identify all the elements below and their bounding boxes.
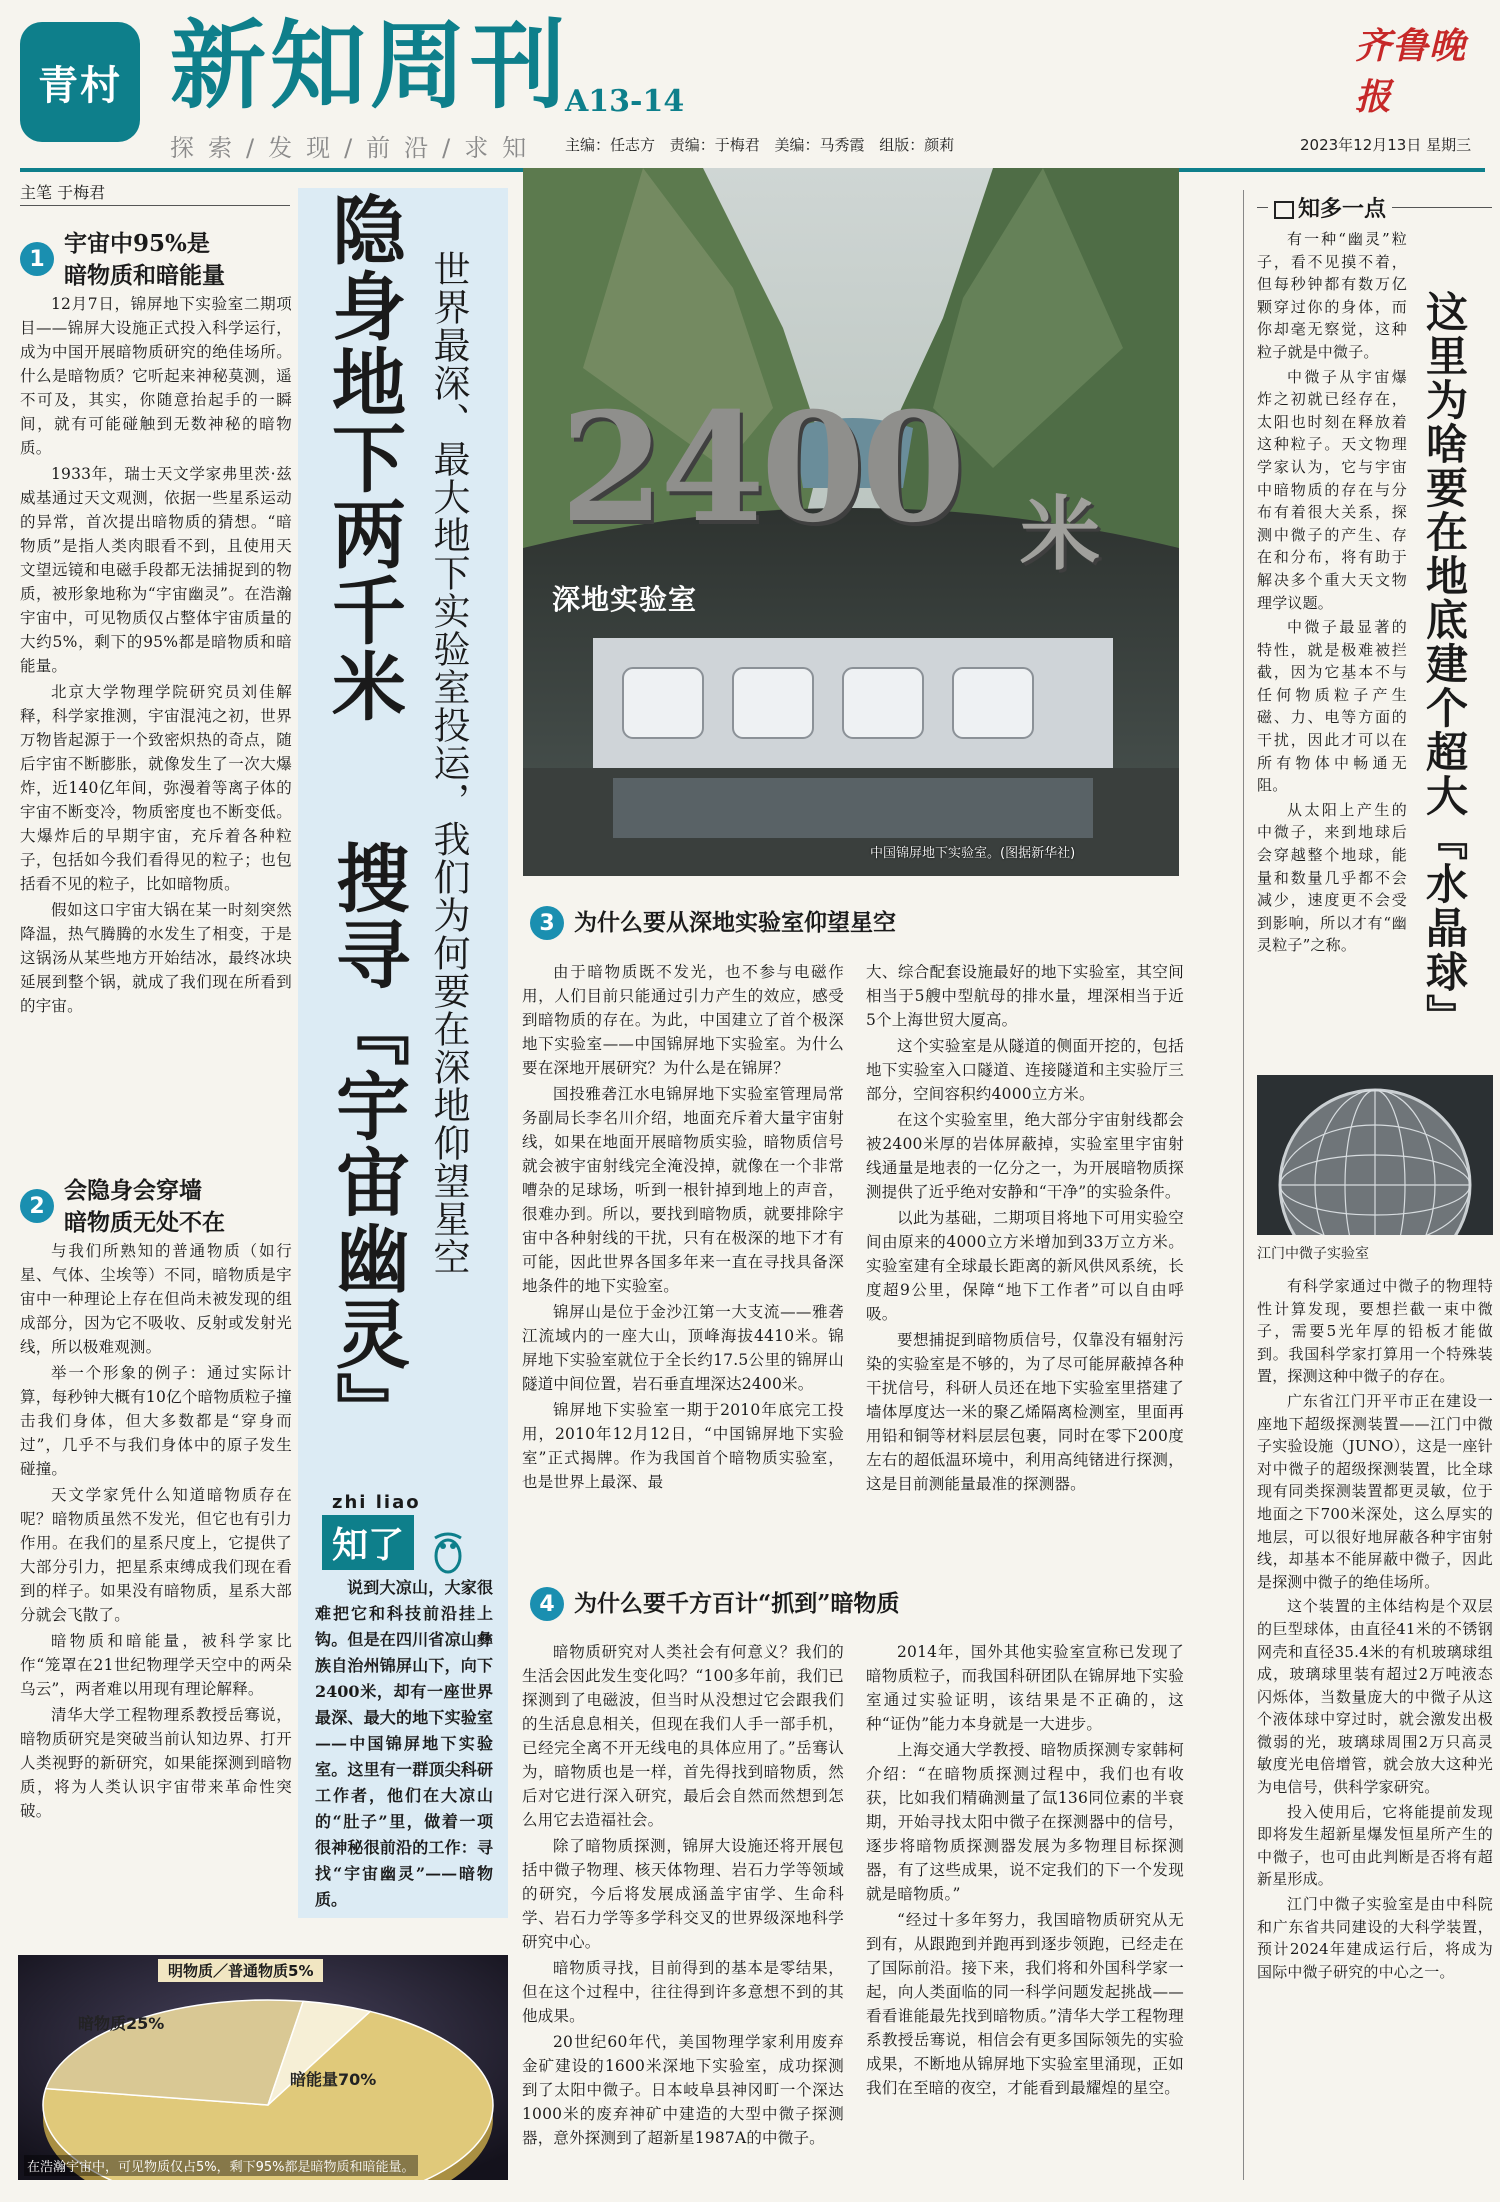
paragraph: 江门中微子实验室是由中科院和广东省共同建设的大科学装置，预计2024年建成运行后，将成为国际中微子研究的中心之一。 xyxy=(1257,1895,1493,1981)
section-2-title xyxy=(64,1175,225,1239)
paragraph: 假如这口宇宙大锅在某一时刻突然降温，热气腾腾的水发生了相变，于是这锅汤从某些地方开始结冰，最终冰块延展到整个锅，就成了我们现在所看到的宇宙。 xyxy=(20,901,292,1015)
section-3-col-1 xyxy=(522,960,844,1494)
paragraph: 暗物质研究对人类社会有何意义？我们的生活会因此发生变化吗？“100多年前，我们已探测到了电磁波，但当时从没想过它会跟我们的生活息息相关，但现在我们人手一部手机，已经完全离不开无线电的具体应用了。”岳骞认为，暗物质也是一样，首先得找到暗物质，然后对它进行深入研究，最后会自然而然想到怎么用它去造福社会。 xyxy=(522,1643,844,1829)
neutrino-detector-photo xyxy=(1257,1075,1493,1235)
brand-slogan: 探索/发现/前沿/求知 xyxy=(170,134,541,162)
section-4-col-2 xyxy=(866,1640,1184,2100)
sidebar-top-text xyxy=(1257,228,1407,957)
intro-paragraph: 说到大凉山，大家很难把它和科技前沿挂上钩。但是在四川省凉山彝族自治州锦屏山下，向下2400米，却有一座世界最深、最大的地下实验室——中国锦屏地下实验室。这里有一群顶尖科研工作者，他们在大凉山的“肚子”里，做着一项很神秘很前沿的工作：寻找“宇宙幽灵”——暗物质。 xyxy=(315,1578,493,1909)
section-3-title: 为什么要从深地实验室仰望星空 xyxy=(574,909,896,936)
section-number-badge: 4 xyxy=(530,1587,564,1621)
paragraph: 从太阳上产生的中微子，来到地球后会穿越整个地球，能量和数量几乎都不会减少，速度更不会受到影响，所以才有“幽灵粒子”之称。 xyxy=(1257,800,1407,955)
paragraph: 上海交通大学教授、暗物质探测专家韩柯介绍：“在暗物质探测过程中，我们也有收获，比如我们精确测量了氙136同位素的半衰期，开始寻找太阳中微子在探测器中的信号，逐步将暗物质探测器发展为多物理目标探测器，有了这些成果，说不定我们的下一个发现就是暗物质。” xyxy=(866,1741,1184,1903)
paragraph: 在这个实验室里，绝大部分宇宙射线都会被2400米厚的岩体屏蔽掉，实验室里宇宙射线通量是地表的一亿分之一，为开展暗物质探测提供了近乎绝对安静和“干净”的实验条件。 xyxy=(866,1111,1184,1201)
subheadline: 世界最深、最大地下实验室投运，我们为何要在深地仰望星空 xyxy=(427,250,470,1276)
paragraph: 暗物质寻找，目前得到的基本是零结果，但在这个过程中，往往得到许多意想不到的其他成果。 xyxy=(522,1959,844,2025)
page-number: A13-14 xyxy=(565,84,685,119)
paragraph: 有科学家通过中微子的物理特性计算发现，要想拦截一束中微子，需要5光年厚的铅板才能做到。我国科学家打算用一个特殊装置，探测这种中微子的存在。 xyxy=(1257,1277,1493,1386)
sidebar-divider xyxy=(1243,190,1244,2180)
paragraph: 国投雅砻江水电锦屏地下实验室管理局常务副局长李名川介绍，地面充斥着大量宇宙射线，如果在地面开展暗物质实验，暗物质信号就会被宇宙射线完全淹没掉，就像在一个非常嘈杂的足球场，听到一根针掉到地上的声音，很难办到。所以，要找到暗物质，就要排除宇宙中各种射线的干扰，只有在极深的地下才有可能，因此世界各国多年来一直在寻找具备深地条件的地下实验室。 xyxy=(522,1085,844,1295)
paragraph: 暗物质和暗能量，被科学家比作“笼罩在21世纪物理学天空中的两朵乌云”，两者难以用现有理论解释。 xyxy=(20,1632,292,1698)
pie-chart xyxy=(18,1955,508,2180)
section-4-title: 为什么要千方百计“抓到”暗物质 xyxy=(574,1590,900,1617)
photo-depth-unit: 米 xyxy=(1020,487,1100,581)
author-line: 主笔 于梅君 xyxy=(20,183,106,202)
paragraph: 2014年，国外其他实验室宣称已发现了暗物质粒子，而我国科研团队在锦屏地下实验室通过实验证明，该结果是不正确的，这种“证伪”能力本身就是一大进步。 xyxy=(866,1643,1184,1733)
paragraph: 由于暗物质既不发光，也不参与电磁作用，人们目前只能通过引力产生的效应，感受到暗物质的存在。为此，中国建立了首个极深地下实验室——中国锦屏地下实验室。为什么要在深地开展研究？为什么是在锦屏？ xyxy=(522,963,844,1077)
section-title-line: 暗物质无处不在 xyxy=(64,1209,225,1236)
paragraph: 天文学家凭什么知道暗物质存在呢？暗物质虽然不发光，但它也有引力作用。在我们的星系尺度上，它提供了大部分引力，把星系束缚成我们现在看到的样子。如果没有暗物质，星系大部分就会飞散了。 xyxy=(20,1486,292,1624)
paragraph: 这个实验室是从隧道的侧面开挖的，包括地下实验室入口隧道、连接隧道和主实验厅三部分，空间容积约4000立方米。 xyxy=(866,1037,1184,1103)
brand-title: 新知周刊 xyxy=(170,9,570,122)
section-number-badge: 2 xyxy=(20,1189,54,1223)
matter-pie-infographic xyxy=(18,1955,508,2180)
paragraph: 大、综合配套设施最好的地下实验室，其空间相当于5艘中型航母的排水量，埋深相当于近5个上海世贸大厦高。 xyxy=(866,963,1184,1029)
paragraph: 这个装置的主体结构是个双层的巨型球体，由直径41米的不锈钢网壳和直径35.4米的有机玻璃球组成，玻璃球里装有超过2万吨液态闪烁体，当数量庞大的中微子从这个液体球中穿过时，就会激发出极微弱的光，玻璃球周围2万只高灵敏度光电倍增管，就会放大这种光为电信号，供科学家研究。 xyxy=(1257,1597,1493,1797)
paragraph: 清华大学工程物理系教授岳骞说，暗物质研究是突破当前认知边界、打开人类视野的新研究，如果能探测到暗物质，将为人类认识宇宙带来革命性突破。 xyxy=(20,1706,292,1820)
neutrino-photo-caption: 江门中微子实验室 xyxy=(1257,1246,1369,1262)
section-title-line: 会隐身会穿墙 xyxy=(64,1177,202,1204)
section-2-header xyxy=(20,1175,292,1239)
logo: 青村 xyxy=(20,22,140,142)
zhiliao-word: 知了 xyxy=(322,1515,414,1570)
section-4-header xyxy=(530,1587,899,1621)
paragraph: 中微子最显著的特性，就是极难被拦截，因为它基本不与任何物质粒子产生磁、力、电等方面的干扰，因此才可以在所有物体中畅通无阻。 xyxy=(1257,618,1407,795)
paragraph: 1933年，瑞士天文学家弗里茨·兹威基通过天文观测，依据一些星系运动的异常，首次提出暗物质的猜想。“暗物质”是指人类肉眼看不到，且使用天文望远镜和电磁手段都无法捕捉到的物质，被形象地称为“宇宙幽灵”。在浩瀚宇宙中，可见物质仅占整体宇宙质量的大约5%，剩下的95%都是暗物质和暗能量。 xyxy=(20,465,292,675)
headline-part-2: 搜寻『宇宙幽灵』 xyxy=(324,840,410,1448)
paragraph: “经过十多年努力，我国暗物质研究从无到有，从跟跑到并跑再到逐步领跑，已经走在了国际前沿。接下来，我们将和外国科学家一起，向人类面临的同一科学问题发起挑战——看看谁能最先找到暗物质。”清华大学工程物理系教授岳骞说，相信会有更多国际领先的实验成果，不断地从锦屏地下实验室里涌现，正如我们在至暗的夜空，才能看到最耀煌的星空。 xyxy=(866,1911,1184,2097)
paragraph: 除了暗物质探测，锦屏大设施还将开展包括中微子物理、核天体物理、岩石力学等领域的研究，今后将发展成涵盖宇宙学、生命科学、岩石力学等多学科交叉的世界级深地科学研究中心。 xyxy=(522,1837,844,1951)
paragraph: 要想捕捉到暗物质信号，仅靠没有辐射污染的实验室是不够的，为了尽可能屏蔽掉各种干扰信号，科研人员还在地下实验室里搭建了墙体厚度达一米的聚乙烯隔离检测室，里面再用铅和铜等材料层层包裹，同时在零下200度左右的超低温环境中，利用高纯锗进行探测，这是目前测能量最准的探测器。 xyxy=(866,1331,1184,1493)
paragraph: 20世纪60年代，美国物理学家利用废弃金矿建设的1600米深地下实验室，成功探测到了太阳中微子。日本岐阜县神冈町一个深达1000米的废弃神矿中建造的大型中微子探测器，意外探测到了超新星1987A的中微子。 xyxy=(522,2033,844,2147)
section-1 xyxy=(20,228,292,1018)
pie-caption: 在浩瀚宇宙中，可见物质仅占5%，剩下95%都是暗物质和暗能量。 xyxy=(24,2155,418,2176)
issue-date: 2023年12月13日 星期三 xyxy=(1300,136,1472,154)
section-number-badge: 1 xyxy=(20,242,54,276)
section-title-line: 暗物质和暗能量 xyxy=(64,262,225,289)
section-2 xyxy=(20,1175,292,1823)
sidebar-title: 这里为啥要在地底建个超大『水晶球』 xyxy=(1420,290,1469,1038)
paragraph: 有一种“幽灵”粒子，看不见摸不着，但每秒钟都有数万亿颗穿过你的身体，而你却毫无察觉，这种粒子就是中微子。 xyxy=(1257,230,1407,361)
paragraph: 锦屏地下实验室一期于2010年底完工投用，2010年12月12日，“中国锦屏地下实验室”正式揭牌。作为我国首个暗物质实验室，也是世界上最深、最 xyxy=(522,1401,844,1491)
paragraph: 锦屏山是位于金沙江第一大支流——雅砻江流域内的一座大山，顶峰海拔4410米。锦屏地下实验室就位于全长约17.5公里的锦屏山隧道中间位置，岩石垂直埋深达2400米。 xyxy=(522,1303,844,1393)
section-1-title xyxy=(64,228,225,292)
section-1-header xyxy=(20,228,292,292)
paragraph: 以此为基础，二期项目将地下可用实验空间由原来的4000立方米增加到33万立方米。实验室建有全球最长距离的新风供风系统，长度超9公里，保障“地下工作者”可以自由呼吸。 xyxy=(866,1209,1184,1323)
cicada-icon xyxy=(425,1530,471,1576)
section-3-col-2 xyxy=(866,960,1184,1496)
sidebar-bottom-text xyxy=(1257,1275,1493,1983)
photo-label: 深地实验室 xyxy=(552,583,698,616)
zhiliao-pinyin: zhi liao xyxy=(332,1492,421,1513)
section-3-header xyxy=(530,906,896,940)
photo-depth-number: 2400 xyxy=(560,380,962,556)
paragraph: 投入使用后，它将能提前发现即将发生超新星爆发恒星所产生的中微子，也可由此判断是否将有超新星形成。 xyxy=(1257,1802,1493,1889)
section-title-line: 宇宙中95%是 xyxy=(64,230,210,257)
headline-part-1: 隐身地下两千米 xyxy=(320,192,406,724)
paragraph: 与我们所熟知的普通物质（如行星、气体、尘埃等）不同，暗物质是宇宙中一种理论上存在但尚未被发现的组成部分，因为它不吸收、反射或发射光线，所以极难观测。 xyxy=(20,1242,292,1356)
pie-label-dark-matter: 暗物质25% xyxy=(78,2014,165,2033)
pie-label-dark-energy: 暗能量70% xyxy=(290,2070,377,2089)
paragraph: 北京大学物理学院研究员刘佳解释，科学家推测，宇宙混沌之初，世界万物皆起源于一个致密炽热的奇点，随后宇宙不断膨胀，就像发生了一次大爆炸，近140亿年间，弥漫着等离子体的宇宙不断变冷，物质密度也不断变低。大爆炸后的早期宇宙，充斥着各种粒子，包括如今我们看得见的粒子；也包括看不见的粒子，比如暗物质。 xyxy=(20,683,292,893)
section-4-col-1 xyxy=(522,1640,844,2150)
sidebar-header: 知多一点 xyxy=(1268,192,1392,223)
editor-credits: 主编：任志方 责编：于梅君 美编：马秀霞 组版：颜莉 xyxy=(565,136,955,154)
pie-title: 明物质／普通物质5% xyxy=(158,1959,323,1982)
newspaper-name: 齐鲁晚报 xyxy=(1355,25,1467,118)
divider xyxy=(20,205,290,206)
zhiliao-box xyxy=(322,1492,492,1576)
section-number-badge: 3 xyxy=(530,906,564,940)
book-icon xyxy=(1274,201,1294,219)
paragraph: 广东省江门开平市正在建设一座地下超级探测装置——江门中微子实验设施（JUNO），这是一座针对中微子的超级探测装置，比全球现有同类探测装置都更灵敏，位于地面之下700米深处，这么厚实的地层，可以很好地屏蔽各种宇宙射线，却基本不能屏蔽中微子，因此是探测中微子的绝佳场所。 xyxy=(1257,1391,1493,1591)
paragraph: 举一个形象的例子：通过实际计算，每秒钟大概有10亿个暗物质粒子撞击我们身体，但大多数都是“穿身而过”，几乎不与我们身体中的原子发生碰撞。 xyxy=(20,1364,292,1478)
paragraph: 中微子从宇宙爆炸之初就已经存在，太阳也时刻在释放着这种粒子。天文物理学家认为，它与宇宙中暗物质的存在与分布有着很大关系，探测中微子的产生、存在和分布，将有助于解决多个重大天文物理学议题。 xyxy=(1257,367,1407,612)
photo-caption: 中国锦屏地下实验室。(图据新华社) xyxy=(870,846,1076,861)
paragraph: 12月7日，锦屏地下实验室二期项目——锦屏大设施正式投入科学运行，成为中国开展暗物质研究的绝佳场所。什么是暗物质？它听起来神秘莫测，遥不可及，其实，你随意抬起手的一瞬间，就有可能碰触到无数神秘的暗物质。 xyxy=(20,295,292,457)
